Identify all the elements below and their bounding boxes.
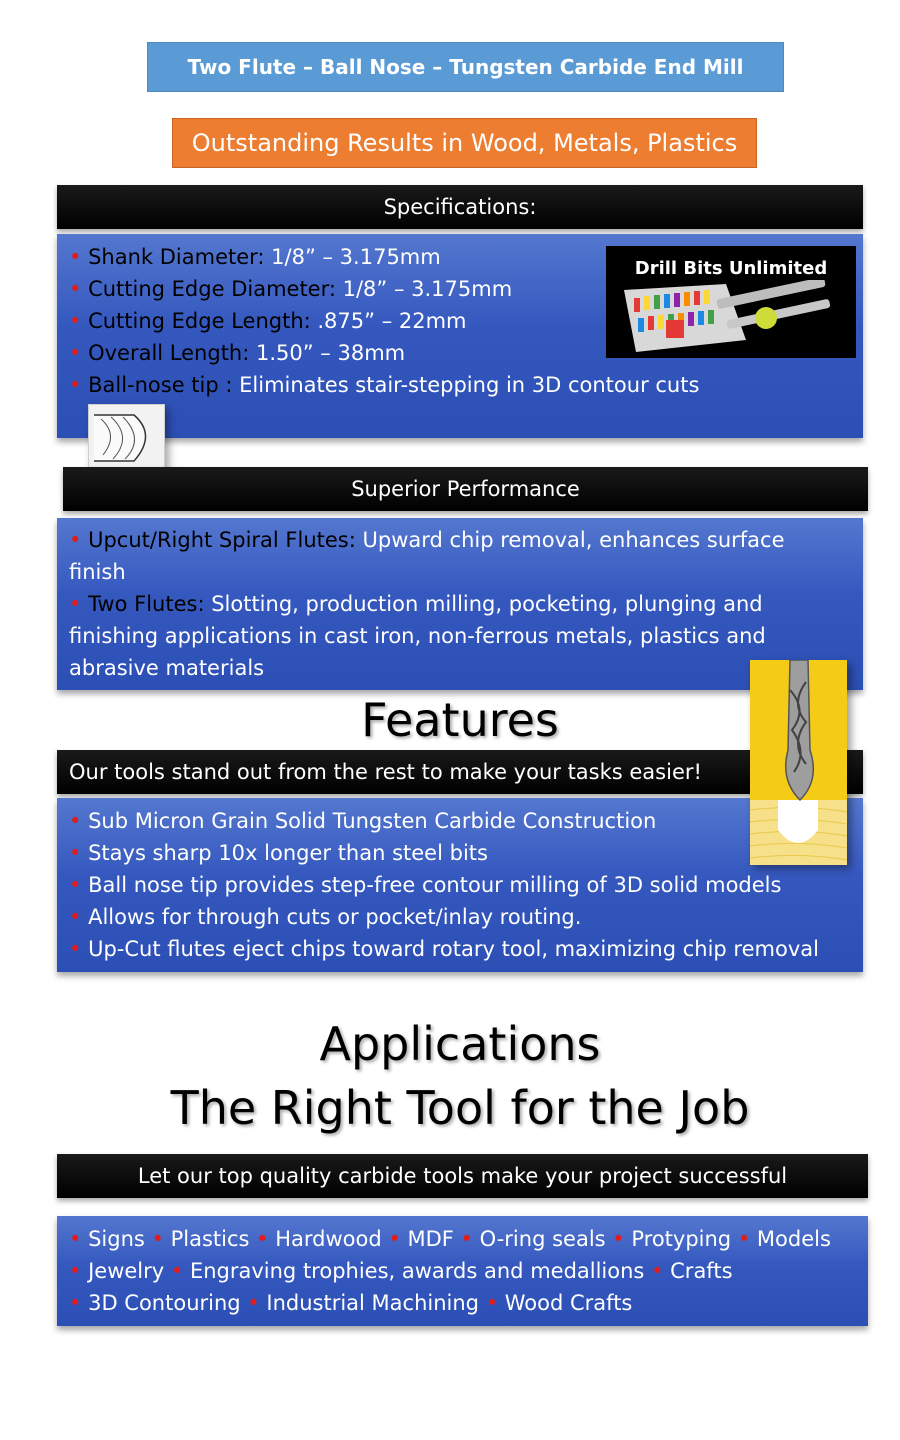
applications-row bbox=[69, 1255, 856, 1287]
drill-bits-collection-icon bbox=[606, 280, 856, 358]
performance-text: finish bbox=[69, 560, 126, 584]
spec-item bbox=[69, 369, 851, 401]
bullet-icon: • bbox=[170, 1259, 184, 1283]
bullet-icon: • bbox=[69, 245, 82, 269]
spec-label: Ball-nose tip : bbox=[88, 373, 233, 397]
logo-title: Drill Bits Unlimited bbox=[634, 258, 828, 279]
bullet-icon: • bbox=[651, 1259, 664, 1283]
performance-label: Upcut/Right Spiral Flutes: bbox=[88, 528, 356, 552]
spec-label: Shank Diameter: bbox=[88, 245, 265, 269]
applications-row bbox=[69, 1287, 856, 1319]
performance-item bbox=[69, 588, 851, 684]
performance-text: Slotting, production milling, pocketing, plunging and bbox=[204, 592, 763, 616]
bullet-icon: • bbox=[247, 1291, 260, 1315]
specs-heading: Specifications: bbox=[383, 195, 537, 219]
applications-bar bbox=[57, 1154, 868, 1198]
spec-label: Cutting Edge Diameter: bbox=[88, 277, 336, 301]
bullet-icon: • bbox=[69, 841, 82, 865]
spec-value: 1/8” – 3.175mm bbox=[264, 245, 441, 269]
spec-label: Overall Length: bbox=[88, 341, 250, 365]
performance-box bbox=[57, 518, 863, 690]
applications-title: Applications bbox=[319, 1017, 601, 1071]
performance-text: abrasive materials bbox=[69, 656, 265, 680]
application-item: 3D Contouring bbox=[88, 1291, 241, 1315]
performance-text: Upward chip removal, enhances surface bbox=[355, 528, 785, 552]
application-item: Signs bbox=[88, 1227, 145, 1251]
end-mill-photo bbox=[750, 660, 847, 865]
performance-item bbox=[69, 524, 851, 588]
performance-heading: Superior Performance bbox=[351, 477, 580, 501]
bullet-icon: • bbox=[69, 309, 82, 333]
feature-text: Ball nose tip provides step-free contour milling of 3D solid models bbox=[88, 873, 782, 897]
bullet-icon: • bbox=[256, 1227, 269, 1251]
feature-item bbox=[69, 901, 851, 933]
bullet-icon: • bbox=[69, 937, 82, 961]
features-heading: Features bbox=[361, 693, 559, 747]
features-bar bbox=[57, 750, 863, 794]
spec-value: Eliminates stair-stepping in 3D contour cuts bbox=[232, 373, 700, 397]
application-item: O-ring seals bbox=[479, 1227, 606, 1251]
application-item: Jewelry bbox=[88, 1259, 165, 1283]
application-item: Models bbox=[756, 1227, 831, 1251]
feature-text: Allows for through cuts or pocket/inlay routing. bbox=[88, 905, 582, 929]
performance-label: Two Flutes: bbox=[88, 592, 205, 616]
performance-heading-bar bbox=[63, 467, 868, 511]
applications-bar-text: Let our top quality carbide tools make your project successful bbox=[137, 1164, 788, 1188]
feature-item bbox=[69, 933, 851, 965]
application-item: MDF bbox=[407, 1227, 454, 1251]
title-banner bbox=[147, 42, 784, 92]
subtitle-text: Outstanding Results in Wood, Metals, Plastics bbox=[191, 129, 738, 157]
spec-value: 1.50” – 38mm bbox=[249, 341, 406, 365]
application-item: Protyping bbox=[631, 1227, 732, 1251]
feature-item bbox=[69, 869, 851, 901]
bullet-icon: • bbox=[485, 1291, 499, 1315]
specs-heading-bar bbox=[57, 185, 863, 229]
bullet-icon: • bbox=[69, 373, 82, 397]
bullet-icon: • bbox=[69, 1291, 82, 1315]
bullet-icon: • bbox=[69, 905, 82, 929]
bullet-icon: • bbox=[69, 1227, 82, 1251]
features-box bbox=[57, 798, 863, 972]
application-item: Wood Crafts bbox=[504, 1291, 633, 1315]
bullet-icon: • bbox=[151, 1227, 164, 1251]
bullet-icon: • bbox=[69, 277, 82, 301]
applications-heading bbox=[0, 1012, 900, 1144]
application-item: Plastics bbox=[170, 1227, 250, 1251]
bullet-icon: • bbox=[69, 592, 82, 616]
bullet-icon: • bbox=[69, 1259, 82, 1283]
spec-label: Cutting Edge Length: bbox=[88, 309, 311, 333]
bullet-icon: • bbox=[69, 528, 82, 552]
drill-bits-unlimited-logo bbox=[606, 246, 856, 358]
application-item: Hardwood bbox=[275, 1227, 382, 1251]
feature-text: Sub Micron Grain Solid Tungsten Carbide Construction bbox=[88, 809, 657, 833]
performance-text: finishing applications in cast iron, non-ferrous metals, plastics and bbox=[69, 624, 766, 648]
spec-value: 1/8” – 3.175mm bbox=[335, 277, 513, 301]
subtitle-banner bbox=[172, 118, 757, 168]
spec-value: .875” – 22mm bbox=[310, 309, 467, 333]
features-bar-text: Our tools stand out from the rest to make your tasks easier! bbox=[69, 760, 702, 784]
bullet-icon: • bbox=[388, 1227, 401, 1251]
applications-row bbox=[69, 1223, 856, 1255]
bullet-icon: • bbox=[612, 1227, 625, 1251]
bullet-icon: • bbox=[460, 1227, 473, 1251]
feature-item bbox=[69, 805, 851, 837]
application-item: Crafts bbox=[670, 1259, 733, 1283]
bullet-icon: • bbox=[737, 1227, 751, 1251]
applications-box bbox=[57, 1216, 868, 1326]
applications-subtitle: The Right Tool for the Job bbox=[170, 1081, 750, 1135]
ball-nose-tip-icon bbox=[89, 405, 166, 475]
bullet-icon: • bbox=[69, 809, 82, 833]
bullet-icon: • bbox=[69, 341, 82, 365]
application-item: Engraving trophies, awards and medallions bbox=[189, 1259, 645, 1283]
end-mill-bit-icon bbox=[750, 660, 847, 865]
title-text: Two Flute – Ball Nose – Tungsten Carbide End Mill bbox=[187, 55, 744, 79]
feature-text: Stays sharp 10x longer than steel bits bbox=[88, 841, 488, 865]
feature-text: Up-Cut flutes eject chips toward rotary tool, maximizing chip removal bbox=[88, 937, 819, 961]
application-item: Industrial Machining bbox=[266, 1291, 479, 1315]
feature-item bbox=[69, 837, 851, 869]
bullet-icon: • bbox=[69, 873, 82, 897]
